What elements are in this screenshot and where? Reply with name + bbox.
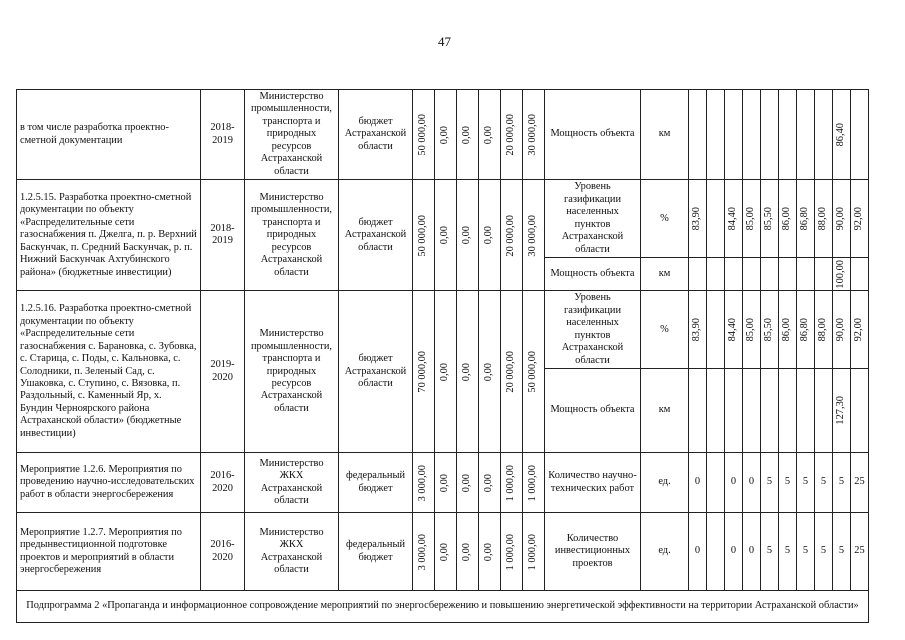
program-table bbox=[16, 89, 869, 623]
indicator-value: 5 bbox=[833, 513, 851, 591]
indicator-value: 92,00 bbox=[851, 291, 869, 369]
indicator-unit: км bbox=[641, 258, 689, 291]
subprogram-title: Подпрограмма 2 «Пропаганда и информационное сопровождение мероприятий по энергосбережению и повышению энергетической эффективности на территории Астраханской области» bbox=[17, 591, 869, 623]
indicator-unit: % bbox=[641, 291, 689, 369]
source-cell: бюджет Астраханской области bbox=[339, 180, 413, 291]
indicator-value: 85,50 bbox=[761, 291, 779, 369]
indicator-value: 86,00 bbox=[779, 180, 797, 258]
indicator-value: 5 bbox=[761, 513, 779, 591]
executor-cell: Министерство ЖКХ Астраханской области bbox=[245, 453, 339, 513]
table-row bbox=[17, 90, 869, 180]
indicator-value: 100,00 bbox=[833, 258, 851, 291]
indicator-value bbox=[797, 258, 815, 291]
amount-cell: 0,00 bbox=[457, 453, 479, 513]
indicator-unit: км bbox=[641, 369, 689, 453]
indicator-value bbox=[707, 453, 725, 513]
executor-cell: Министерство промышленности, транспорта и природных ресурсов Астраханской области bbox=[245, 180, 339, 291]
amount-cell: 1 000,00 bbox=[523, 453, 545, 513]
measure-name: 1.2.5.16. Разработка проектно-сметной документации по объекту «Распределительные сети газоснабжения с. Барановка, с. Зубовка, с. Старица, с. Поды, с. Кальновка, с. Солодники, п. Зеленый Сад, с. Ушаковка, с. Ступино, с. Вязовка, п. Раздольный, с. Каменный Яр, х. Бундин Черноярского района Астраханской области» (бюджетные инвестиции) bbox=[17, 291, 201, 453]
table-row bbox=[17, 453, 869, 513]
indicator-value: 92,00 bbox=[851, 180, 869, 258]
indicator-value bbox=[851, 90, 869, 180]
indicator-value bbox=[761, 90, 779, 180]
indicator-value bbox=[761, 258, 779, 291]
executor-cell: Министерство промышленности, транспорта и природных ресурсов Астраханской области bbox=[245, 90, 339, 180]
indicator-value: 85,50 bbox=[761, 180, 779, 258]
years-cell: 2016-2020 bbox=[201, 453, 245, 513]
amount-cell: 3 000,00 bbox=[413, 513, 435, 591]
amount-cell: 20 000,00 bbox=[501, 291, 523, 453]
years-cell: 2018-2019 bbox=[201, 90, 245, 180]
amount-cell: 20 000,00 bbox=[501, 180, 523, 291]
indicator-value: 86,40 bbox=[833, 90, 851, 180]
indicator-value bbox=[689, 369, 707, 453]
table-row bbox=[17, 513, 869, 591]
amount-cell: 0,00 bbox=[457, 180, 479, 291]
indicator-name: Мощность объекта bbox=[545, 369, 641, 453]
indicator-unit: ед. bbox=[641, 453, 689, 513]
indicator-value: 90,00 bbox=[833, 291, 851, 369]
amount-cell: 1 000,00 bbox=[501, 453, 523, 513]
indicator-value bbox=[707, 180, 725, 258]
amount-cell: 0,00 bbox=[457, 291, 479, 453]
indicator-name: Уровень газификации населенных пунктов Астраханской области bbox=[545, 180, 641, 258]
indicator-value: 0 bbox=[689, 453, 707, 513]
indicator-value bbox=[743, 369, 761, 453]
source-cell: федеральный бюджет bbox=[339, 453, 413, 513]
indicator-value bbox=[689, 90, 707, 180]
indicator-value: 5 bbox=[761, 453, 779, 513]
table-row bbox=[17, 291, 869, 369]
amount-cell: 0,00 bbox=[457, 513, 479, 591]
indicator-value: 83,90 bbox=[689, 291, 707, 369]
amount-cell: 0,00 bbox=[435, 180, 457, 291]
source-cell: бюджет Астраханской области bbox=[339, 291, 413, 453]
indicator-value bbox=[707, 369, 725, 453]
indicator-value: 0 bbox=[689, 513, 707, 591]
amount-cell: 0,00 bbox=[479, 291, 501, 453]
indicator-value: 84,40 bbox=[725, 291, 743, 369]
amount-cell: 1 000,00 bbox=[523, 513, 545, 591]
amount-cell: 50 000,00 bbox=[413, 180, 435, 291]
amount-cell: 0,00 bbox=[479, 180, 501, 291]
amount-cell: 1 000,00 bbox=[501, 513, 523, 591]
indicator-value: 25 bbox=[851, 453, 869, 513]
executor-cell: Министерство промышленности, транспорта и природных ресурсов Астраханской области bbox=[245, 291, 339, 453]
indicator-value bbox=[707, 513, 725, 591]
indicator-value bbox=[815, 258, 833, 291]
amount-cell: 50 000,00 bbox=[413, 90, 435, 180]
amount-cell: 20 000,00 bbox=[501, 90, 523, 180]
amount-cell: 0,00 bbox=[479, 90, 501, 180]
indicator-value bbox=[797, 369, 815, 453]
indicator-value: 85,00 bbox=[743, 291, 761, 369]
table-row bbox=[17, 591, 869, 623]
indicator-value: 84,40 bbox=[725, 180, 743, 258]
indicator-value bbox=[707, 291, 725, 369]
indicator-value bbox=[743, 258, 761, 291]
indicator-value bbox=[707, 90, 725, 180]
indicator-value: 88,00 bbox=[815, 180, 833, 258]
years-cell: 2019-2020 bbox=[201, 291, 245, 453]
indicator-value: 5 bbox=[815, 453, 833, 513]
amount-cell: 0,00 bbox=[435, 453, 457, 513]
indicator-name: Количество научно-технических работ bbox=[545, 453, 641, 513]
indicator-value bbox=[725, 369, 743, 453]
executor-cell: Министерство ЖКХ Астраханской области bbox=[245, 513, 339, 591]
amount-cell: 30 000,00 bbox=[523, 90, 545, 180]
indicator-value bbox=[851, 369, 869, 453]
indicator-value bbox=[779, 90, 797, 180]
measure-name: Мероприятие 1.2.7. Мероприятия по предынвестиционной подготовке проектов и мероприятий в области энергосбережения bbox=[17, 513, 201, 591]
indicator-value bbox=[779, 258, 797, 291]
indicator-value: 25 bbox=[851, 513, 869, 591]
source-cell: бюджет Астраханской области bbox=[339, 90, 413, 180]
indicator-name: Количество инвестиционных проектов bbox=[545, 513, 641, 591]
source-cell: федеральный бюджет bbox=[339, 513, 413, 591]
indicator-value: 86,80 bbox=[797, 291, 815, 369]
indicator-value: 0 bbox=[725, 513, 743, 591]
amount-cell: 0,00 bbox=[479, 453, 501, 513]
indicator-value bbox=[689, 258, 707, 291]
indicator-value bbox=[761, 369, 779, 453]
page-number: 47 bbox=[438, 34, 451, 49]
indicator-value: 5 bbox=[815, 513, 833, 591]
years-cell: 2016-2020 bbox=[201, 513, 245, 591]
indicator-value: 0 bbox=[725, 453, 743, 513]
amount-cell: 3 000,00 bbox=[413, 453, 435, 513]
indicator-value: 86,80 bbox=[797, 180, 815, 258]
amount-cell: 0,00 bbox=[479, 513, 501, 591]
indicator-value: 127,30 bbox=[833, 369, 851, 453]
indicator-value bbox=[851, 258, 869, 291]
amount-cell: 30 000,00 bbox=[523, 180, 545, 291]
indicator-value: 5 bbox=[779, 513, 797, 591]
amount-cell: 0,00 bbox=[435, 90, 457, 180]
amount-cell: 70 000,00 bbox=[413, 291, 435, 453]
indicator-unit: км bbox=[641, 90, 689, 180]
indicator-value bbox=[779, 369, 797, 453]
indicator-value: 5 bbox=[797, 513, 815, 591]
indicator-value bbox=[797, 90, 815, 180]
amount-cell: 0,00 bbox=[435, 291, 457, 453]
measure-name: 1.2.5.15. Разработка проектно-сметной документации по объекту «Распределительные сети газоснабжения п. Джелга, п. р. Верхний Баскунчак, п. Средний Баскунчак, р. п. Нижний Баскунчак Ахтубинского района» (бюджетные инвестиции) bbox=[17, 180, 201, 291]
indicator-name: Мощность объекта bbox=[545, 258, 641, 291]
indicator-value bbox=[815, 369, 833, 453]
indicator-value: 83,90 bbox=[689, 180, 707, 258]
indicator-value: 5 bbox=[779, 453, 797, 513]
indicator-value: 90,00 bbox=[833, 180, 851, 258]
indicator-name: Мощность объекта bbox=[545, 90, 641, 180]
amount-cell: 50 000,00 bbox=[523, 291, 545, 453]
table-row bbox=[17, 180, 869, 258]
indicator-value bbox=[743, 90, 761, 180]
measure-name: Мероприятие 1.2.6. Мероприятия по проведению научно-исследовательских работ в области энергосбережения bbox=[17, 453, 201, 513]
indicator-value: 85,00 bbox=[743, 180, 761, 258]
indicator-value bbox=[725, 258, 743, 291]
indicator-value: 5 bbox=[833, 453, 851, 513]
amount-cell: 0,00 bbox=[457, 90, 479, 180]
indicator-value: 0 bbox=[743, 513, 761, 591]
indicator-value: 5 bbox=[797, 453, 815, 513]
indicator-value bbox=[707, 258, 725, 291]
indicator-value: 0 bbox=[743, 453, 761, 513]
amount-cell: 0,00 bbox=[435, 513, 457, 591]
indicator-value: 86,00 bbox=[779, 291, 797, 369]
indicator-value bbox=[725, 90, 743, 180]
measure-name: в том числе разработка проектно-сметной документации bbox=[17, 90, 201, 180]
indicator-unit: ед. bbox=[641, 513, 689, 591]
years-cell: 2018-2019 bbox=[201, 180, 245, 291]
indicator-name: Уровень газификации населенных пунктов Астраханской области bbox=[545, 291, 641, 369]
indicator-value: 88,00 bbox=[815, 291, 833, 369]
indicator-value bbox=[815, 90, 833, 180]
indicator-unit: % bbox=[641, 180, 689, 258]
